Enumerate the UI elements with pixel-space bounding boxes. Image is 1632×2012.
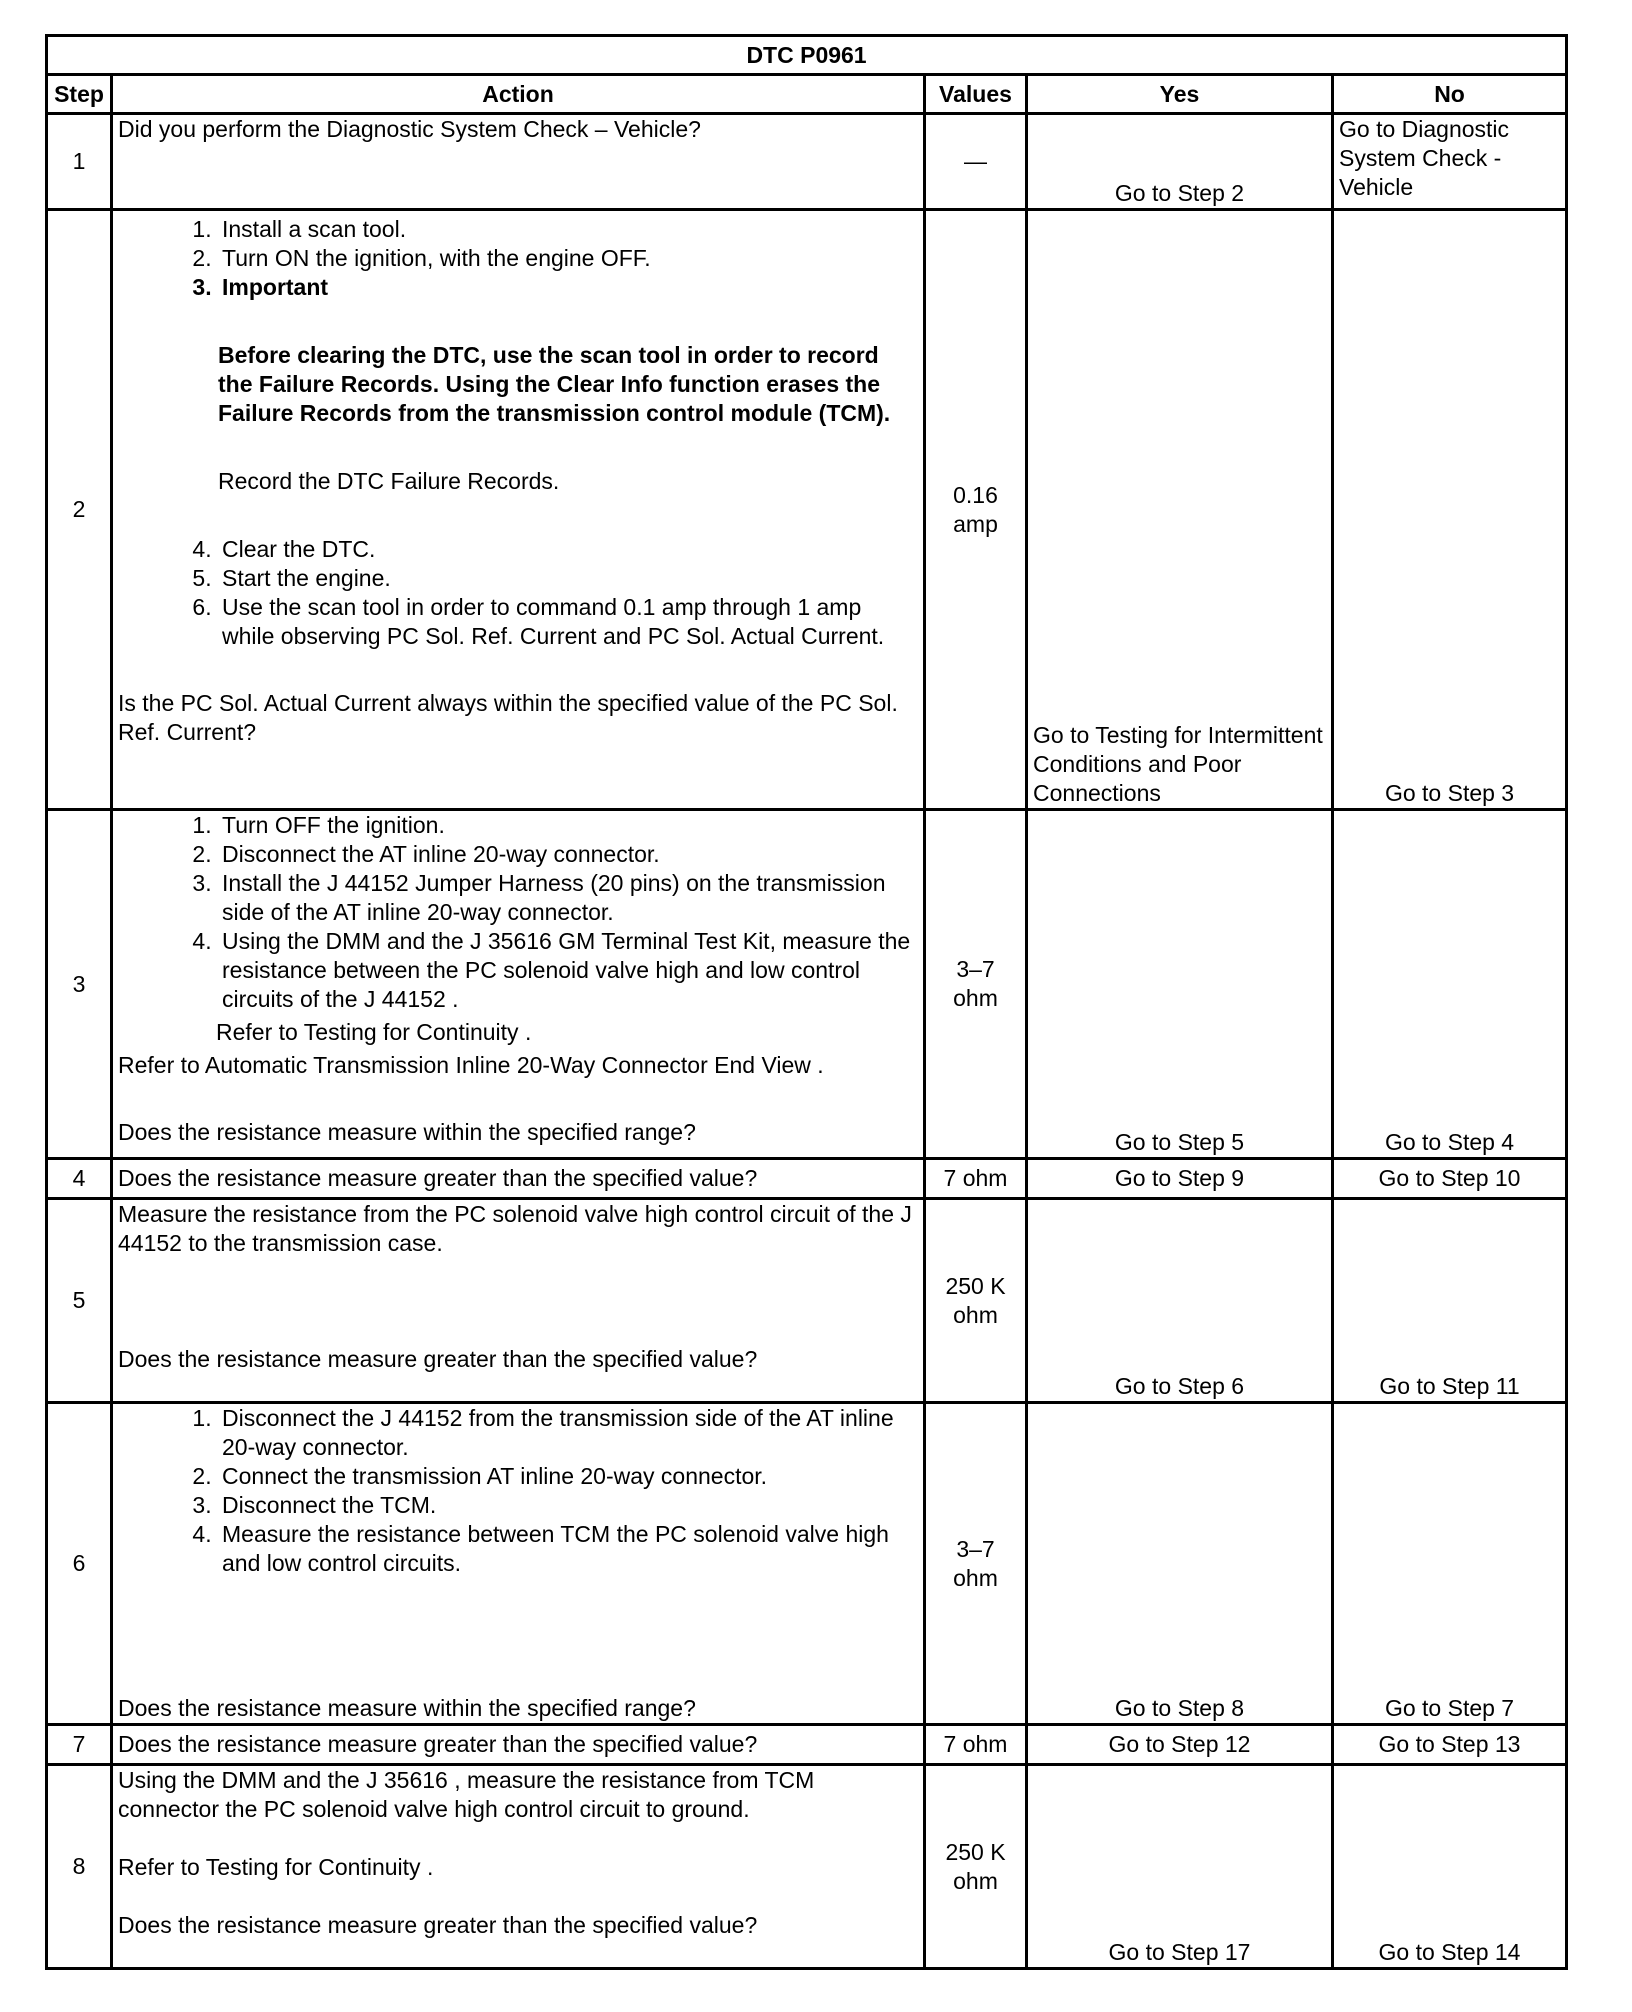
value-unit: ohm: [953, 985, 998, 1011]
table-row: [47, 210, 1567, 810]
instruction-text: Measure the resistance from the PC solenoid valve high control circuit of the J 44152 to the transmission case.: [118, 1201, 912, 1256]
action-cell: [112, 1159, 925, 1199]
value-unit: ohm: [953, 1564, 998, 1591]
question-text: Does the resistance measure within the specified range?: [118, 1695, 696, 1721]
reference-text: Refer to Automatic Transmission Inline 20-Way Connector End View .: [118, 1052, 824, 1078]
no-cell: Go to Step 7: [1333, 1403, 1567, 1725]
action-cell: [112, 1765, 925, 1969]
step-number: 4: [47, 1159, 112, 1199]
table-title: DTC P0961: [47, 36, 1567, 75]
instruction-list: [118, 215, 918, 302]
question-text: Is the PC Sol. Actual Current always within the specified value of the PC Sol. Ref. Current?: [118, 690, 898, 745]
action-cell: [112, 210, 925, 810]
question-text: Does the resistance measure greater than the specified value?: [118, 1346, 758, 1372]
table-row: [47, 1159, 1567, 1199]
value-unit: amp: [953, 510, 998, 537]
yes-cell: Go to Step 6: [1027, 1199, 1333, 1403]
value-number: 3–7: [956, 1535, 995, 1562]
table-row: [47, 810, 1567, 1159]
value-unit: ohm: [953, 1867, 998, 1894]
instruction-list: [118, 535, 918, 651]
instruction-list: [118, 811, 918, 1014]
yes-cell: Go to Testing for Intermittent Conditions and Poor Connections: [1027, 210, 1333, 810]
question-text: Does the resistance measure greater than the specified value?: [118, 1912, 758, 1938]
list-item: 3. Important: [218, 273, 918, 302]
list-item: 1. Disconnect the J 44152 from the transmission side of the AT inline 20-way connector.: [218, 1404, 918, 1462]
question-text: Did you perform the Diagnostic System Check – Vehicle?: [118, 116, 701, 142]
step-number: 3: [47, 810, 112, 1159]
no-cell: Go to Step 14: [1333, 1765, 1567, 1969]
value-unit: ohm: [953, 1301, 998, 1328]
table-row: [47, 1403, 1567, 1725]
list-item: 2. Turn ON the ignition, with the engine OFF.: [218, 244, 918, 273]
list-item: 3. Install the J 44152 Jumper Harness (20 pins) on the transmission side of the AT inline 20-way connector.: [218, 869, 918, 927]
instruction-text: Using the DMM and the J 35616 , measure the resistance from TCM connector the PC solenoid valve high control circuit to ground.: [118, 1767, 815, 1822]
header-no: No: [1333, 75, 1567, 114]
list-item: 6. Use the scan tool in order to command 0.1 amp through 1 amp while observing PC Sol. Ref. Current and PC Sol. Actual Current.: [218, 593, 918, 651]
action-cell: [112, 114, 925, 210]
no-cell: Go to Step 13: [1333, 1725, 1567, 1765]
no-cell: Go to Step 10: [1333, 1159, 1567, 1199]
question-text: Does the resistance measure greater than the specified value?: [118, 1165, 758, 1191]
value-cell: [925, 1403, 1027, 1725]
table-row: [47, 1725, 1567, 1765]
question-text: Does the resistance measure within the specified range?: [118, 1119, 696, 1145]
no-cell: Go to Diagnostic System Check - Vehicle: [1333, 114, 1567, 210]
value-number: 250 K: [945, 1272, 1006, 1299]
yes-cell: Go to Step 8: [1027, 1403, 1333, 1725]
value-cell: 7 ohm: [925, 1159, 1027, 1199]
value-cell: [925, 1199, 1027, 1403]
list-item: 1. Turn OFF the ignition.: [218, 811, 918, 840]
important-note: Before clearing the DTC, use the scan tool in order to record the Failure Records. Using the Clear Info function erases the Failure Records from the transmission control module (TCM).: [218, 342, 891, 426]
step-number: 2: [47, 210, 112, 810]
step-number: 5: [47, 1199, 112, 1403]
value-number: 3–7: [956, 956, 995, 982]
action-cell: [112, 1199, 925, 1403]
no-cell: Go to Step 11: [1333, 1199, 1567, 1403]
yes-cell: Go to Step 17: [1027, 1765, 1333, 1969]
reference-text: Refer to Testing for Continuity .: [216, 1019, 532, 1045]
value-cell: [925, 810, 1027, 1159]
value-number: 0.16: [953, 481, 998, 508]
dtc-table: [45, 34, 1568, 1970]
yes-cell: Go to Step 5: [1027, 810, 1333, 1159]
value-cell: [925, 210, 1027, 810]
value-cell: 7 ohm: [925, 1725, 1027, 1765]
action-cell: [112, 1725, 925, 1765]
list-item: 2. Disconnect the AT inline 20-way connector.: [218, 840, 918, 869]
header-step: Step: [47, 75, 112, 114]
list-item: 5. Start the engine.: [218, 564, 918, 593]
header-values: Values: [925, 75, 1027, 114]
action-cell: [112, 810, 925, 1159]
list-item: 2. Connect the transmission AT inline 20-way connector.: [218, 1462, 918, 1491]
reference-text: Refer to Testing for Continuity .: [118, 1854, 434, 1880]
yes-cell: Go to Step 9: [1027, 1159, 1333, 1199]
value-cell: —: [925, 114, 1027, 210]
table-row: [47, 114, 1567, 210]
step-number: 6: [47, 1403, 112, 1725]
sub-step-text: Record the DTC Failure Records.: [218, 468, 560, 494]
header-action: Action: [112, 75, 925, 114]
step-number: 1: [47, 114, 112, 210]
list-item: 1. Install a scan tool.: [218, 215, 918, 244]
list-item: 3. Disconnect the TCM.: [218, 1491, 918, 1520]
value-number: 250 K: [945, 1838, 1006, 1865]
action-cell: [112, 1403, 925, 1725]
no-cell: Go to Step 4: [1333, 810, 1567, 1159]
instruction-list: [118, 1404, 918, 1578]
yes-cell: Go to Step 12: [1027, 1725, 1333, 1765]
value-cell: [925, 1765, 1027, 1969]
list-item: 4. Clear the DTC.: [218, 535, 918, 564]
list-item: 4. Using the DMM and the J 35616 GM Terminal Test Kit, measure the resistance between the PC solenoid valve high and low control circuits of the J 44152 .: [218, 927, 918, 1014]
step-number: 7: [47, 1725, 112, 1765]
question-text: Does the resistance measure greater than the specified value?: [118, 1731, 758, 1757]
list-item: 4. Measure the resistance between TCM the PC solenoid valve high and low control circuits.: [218, 1520, 918, 1578]
table-row: [47, 1765, 1567, 1969]
table-row: [47, 1199, 1567, 1403]
no-cell: Go to Step 3: [1333, 210, 1567, 810]
yes-cell: Go to Step 2: [1027, 114, 1333, 210]
step-number: 8: [47, 1765, 112, 1969]
header-yes: Yes: [1027, 75, 1333, 114]
